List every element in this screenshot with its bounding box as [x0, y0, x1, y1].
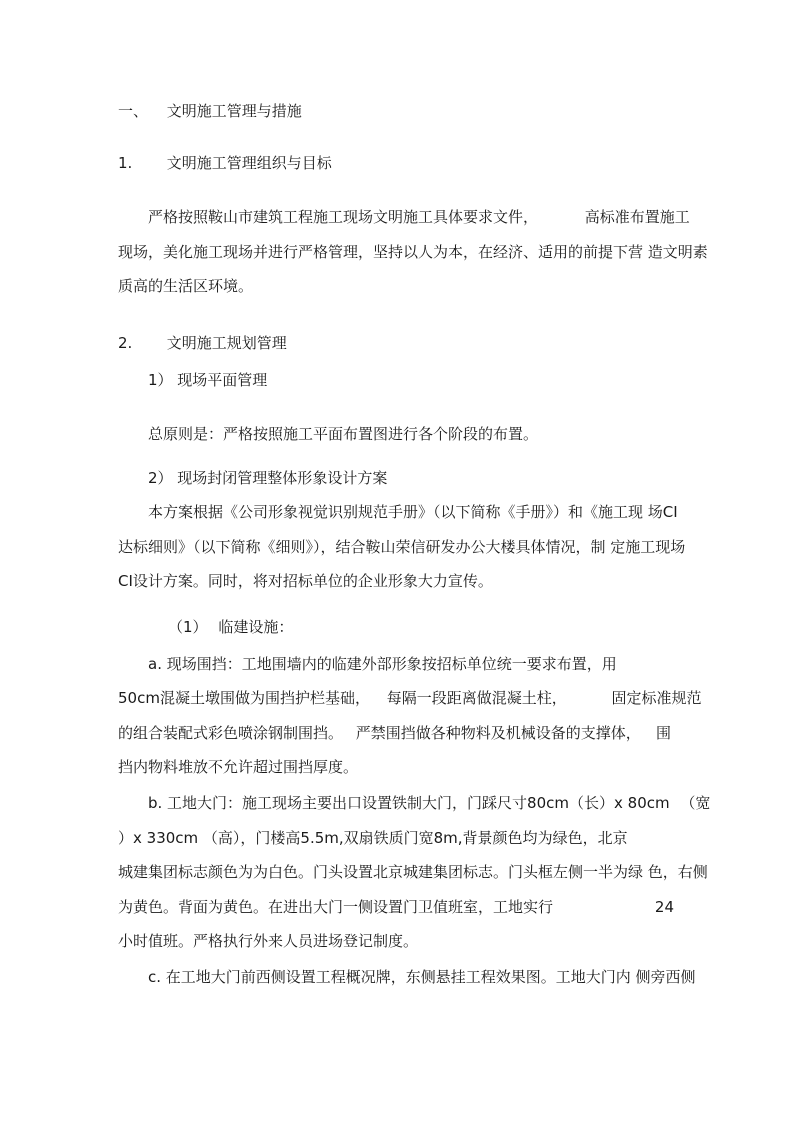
item-a-line3-text-a1: 的组合装配式彩色喷涂钢制围挡。 [118, 724, 344, 742]
para1-line1 [148, 207, 690, 227]
subheading-temporary-facilities [168, 617, 293, 637]
item-b-line4-text-a: 为黄色。背面为黄色。在进出大门一侧设置门卫值班室，工地实行 [118, 898, 554, 916]
item-title: 临建设施： [218, 618, 294, 636]
section-title: 文明施工规划管理 [166, 334, 287, 352]
item-b-line1-text-a: b. 工地大门：施工现场主要出口设置铁制大门，门踩尺寸80cm（长）x 80cm [148, 794, 670, 812]
principle-text: 总原则是：严格按照施工平面布置图进行各个阶段的布置。 [148, 425, 539, 443]
section-number: 1. [118, 154, 133, 172]
item-number: （1） [168, 618, 208, 636]
section-heading-2 [118, 153, 332, 173]
para2-line3: CI设计方案。同时，将对招标单位的企业形象大力宣传。 [118, 572, 493, 590]
item-a-line3-text-a [118, 723, 641, 743]
section-number: 2. [118, 334, 133, 352]
section-number: 一、 [118, 102, 149, 120]
item-a-line1: a. 现场围挡：工地围墙内的临建外部形象按招标单位统一要求布置，用 [148, 655, 617, 673]
item-a-line4: 挡内物料堆放不允许超过围挡厚度。 [118, 758, 359, 776]
item-a-line3-text-c: 围 [655, 724, 671, 742]
para1-line3: 质高的生活区环境。 [118, 277, 254, 295]
subheading-enclosure: 2） 现场封闭管理整体形象设计方案 [148, 469, 388, 487]
section-title: 文明施工管理组织与目标 [166, 154, 332, 172]
item-a-line2-text-b: 每隔一段距离做混凝土柱， [386, 689, 567, 707]
section-heading-1 [118, 101, 302, 121]
item-b-line2: ）x 330cm （高），门楼高5.5m,双扇铁质门宽8m,背景颜色均为绿色，北京 [118, 829, 628, 847]
item-b-line3: 城建集团标志颜色为为白色。门头设置北京城建集团标志。门头框左侧一半为绿 色，右侧 [118, 863, 708, 881]
item-b-line4 [118, 897, 674, 917]
item-a-line3 [118, 723, 671, 743]
subheading-site-plan: 1） 现场平面管理 [148, 371, 268, 389]
para2-line1: 本方案根据《公司形象视觉识别规范手册》（以下简称《手册》）和《施工现 场CI [148, 503, 678, 521]
section-title: 文明施工管理与措施 [166, 102, 302, 120]
item-b-line5: 小时值班。严格执行外来人员进场登记制度。 [118, 932, 419, 950]
section-heading-3 [118, 333, 287, 353]
para1-line1-text-a: 严格按照鞍山市建筑工程施工现场文明施工具体要求文件， [148, 208, 539, 226]
para2-line2: 达标细则》（以下简称《细则》），结合鞍山荣信研发办公大楼具体情况，制 定施工现场 [118, 538, 686, 556]
item-b-line1 [148, 793, 710, 813]
item-a-line2-text-a: 50cm混凝土墩围做为围挡护栏基础， [118, 689, 370, 707]
para1-line1-text-b: 高标准布置施工 [584, 208, 690, 226]
item-a-line2 [118, 688, 702, 708]
item-a-line2-text-c: 固定标准规范 [611, 689, 702, 707]
item-b-line1-text-b: （宽 [680, 794, 711, 812]
item-b-line4-text-b: 24 [654, 898, 674, 916]
item-a-line3-text-a2: 严禁围挡做各种物料及机械设备的支撑体， [355, 724, 641, 742]
item-c-line1: c. 在工地大门前西侧设置工程概况牌，东侧悬挂工程效果图。工地大门内 侧旁西侧 [148, 968, 696, 986]
para1-line2: 现场，美化施工现场并进行严格管理，坚持以人为本，在经济、适用的前提下营 造文明素 [118, 243, 708, 261]
